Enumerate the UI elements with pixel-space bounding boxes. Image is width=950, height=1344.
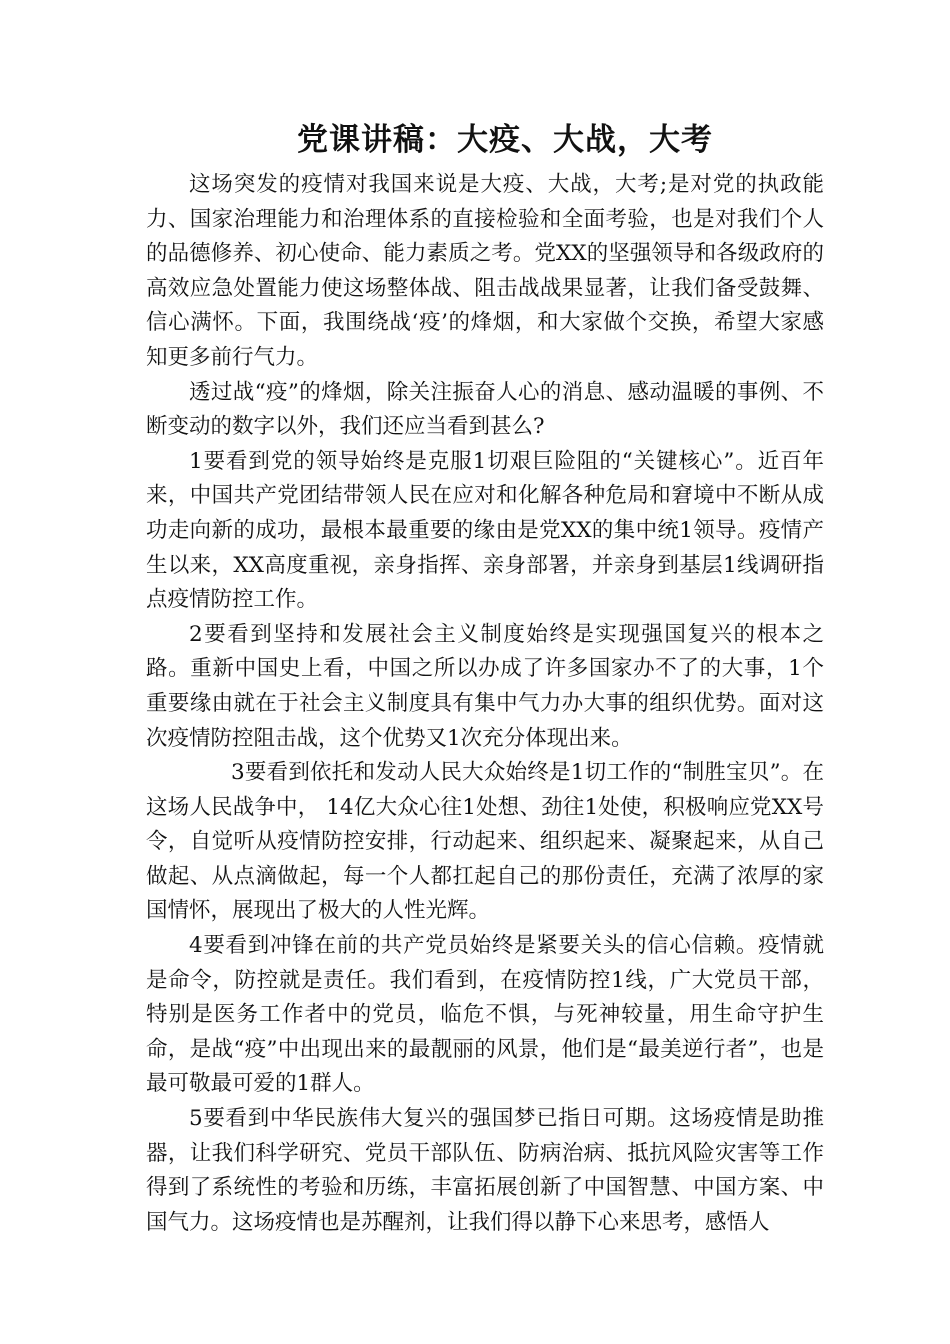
document-body	[146, 168, 824, 1240]
paragraph-question: 透过战“疫”的烽烟，除关注振奋人心的消息、感动温暖的事例、不断变动的数字以外，我们还应当看到甚么?	[146, 379, 824, 440]
document-title: 党课讲稿：大疫、大战，大考	[297, 122, 713, 158]
paragraph-point-2: 2要看到坚持和发展社会主义制度始终是实现强国复兴的根本之路。重新中国史上看，中国之所以办成了许多国家办不了的大事，1个重要缘由就在于社会主义制度具有集中气力办大事的组织优势。面对这次疫情防控阻击战，这个优势又1次充分体现出来。	[146, 621, 824, 751]
paragraph-point-1: 1要看到党的领导始终是克服1切艰巨险阻的“关键核心”。近百年来，中国共产党团结带领人民在应对和化解各种危局和窘境中不断从成功走向新的成功，最根本最重要的缘由是党XX的集中统1领导。疫情产生以来，XX高度重视，亲身指挥、亲身部署，并亲身到基层1线调研指点疫情防控工作。	[146, 448, 824, 613]
paragraph-point-4: 4要看到冲锋在前的共产党员始终是紧要关头的信心信赖。疫情就是命令，防控就是责任。我们看到，在疫情防控1线，广大党员干部，特别是医务工作者中的党员，临危不惧，与死神较量，用生命守护生命，是战“疫”中出现出来的最靓丽的风景，他们是“最美逆行者”，也是最可敬最可爱的1群人。	[146, 933, 824, 1097]
paragraph-point-3: 3要看到依托和发动人民大众始终是1切工作的“制胜宝贝”。在这场人民战争中， 14亿大众心往1处想、劲往1处使，积极响应党XX号令，自觉听从疫情防控安排，行动起来、组织起来、凝聚起来，从自己做起、从点滴做起，每一个人都扛起自己的那份责任，充满了浓厚的家国情怀，展现出了极大的人性光辉。	[146, 760, 824, 924]
paragraph-point-5: 5要看到中华民族伟大复兴的强国梦已指日可期。这场疫情是助推器，让我们科学研究、党员干部队伍、防病治病、抵抗风险灾害等工作得到了系统性的考验和历练，丰富拓展创新了中国智慧、中国方案、中国气力。这场疫情也是苏醒剂，让我们得以静下心来思考，感悟人	[146, 1106, 824, 1235]
paragraph-intro: 这场突发的疫情对我国来说是大疫、大战，大考;是对党的执政能力、国家治理能力和治理体系的直接检验和全面考验，也是对我们个人的品德修养、初心使命、能力素质之考。党XX的坚强领导和各级政府的高效应急处置能力使这场整体战、阻击战战果显著，让我们备受鼓舞、信心满怀。下面，我围绕战‘疫’的烽烟，和大家做个交换，希望大家感知更多前行气力。	[146, 172, 824, 370]
